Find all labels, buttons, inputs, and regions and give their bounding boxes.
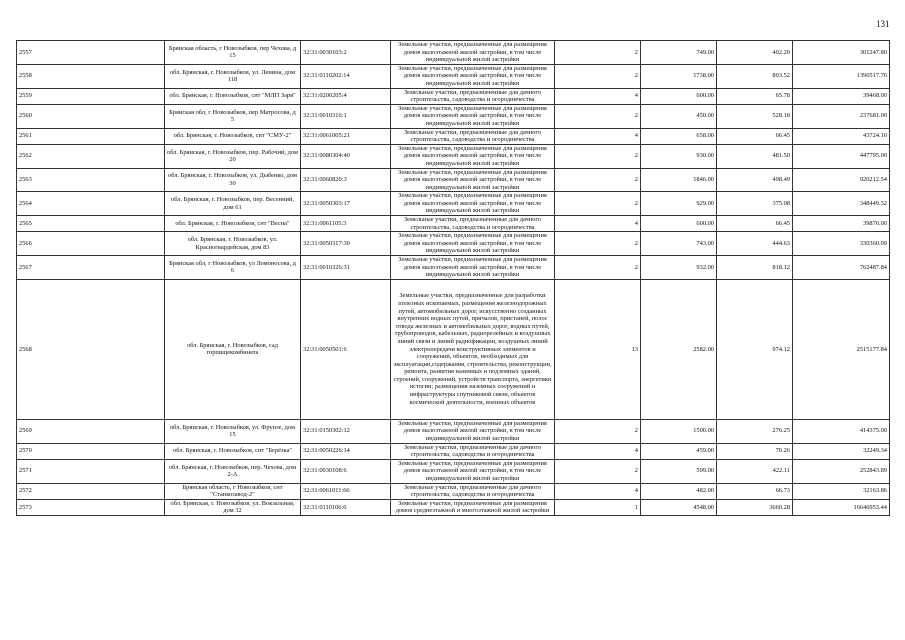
specific-value-cell: 276.25 xyxy=(717,419,793,443)
specific-value-cell: 818.12 xyxy=(717,256,793,280)
table-row xyxy=(17,232,890,256)
address-cell: обл. Брянская, г. Новозыбков, сад горпищекомбината xyxy=(165,279,301,419)
area-cell: 749.00 xyxy=(641,41,717,65)
land-use-cell: Земельные участки, предназначенные для размещения домов малоэтажной жилой застройки, в том числе индивидуальной жилой застройки xyxy=(391,459,555,483)
area-cell: 929.00 xyxy=(641,192,717,216)
cadastral-value-cell: 237681.00 xyxy=(793,104,890,128)
cadastral-value-cell: 920212.54 xyxy=(793,168,890,192)
cadastral-number-cell: 32:31:0030108:6 xyxy=(301,459,391,483)
table-row xyxy=(17,192,890,216)
address-cell: обл. Брянская, г. Новозыбков, снт "СМУ-2" xyxy=(165,128,301,144)
area-cell: 4548.00 xyxy=(641,499,717,515)
cadastral-number-cell: 32:31:0050226:14 xyxy=(301,443,391,459)
row-number: 2558 xyxy=(17,64,165,88)
category-cell: 2 xyxy=(555,144,641,168)
category-cell: 2 xyxy=(555,41,641,65)
land-use-cell: Земельные участки, предназначенные для размещения домов малоэтажной жилой застройки, в том числе индивидуальной жилой застройки xyxy=(391,144,555,168)
address-cell: обл. Брянская, г. Новозыбков, ул. Фрунзе, дом 15 xyxy=(165,419,301,443)
cadastral-number-cell: 32:31:0050303:17 xyxy=(301,192,391,216)
land-use-cell: Земельные участки, предназначенные для размещения домов малоэтажной жилой застройки, в том числе индивидуальной жилой застройки xyxy=(391,256,555,280)
specific-value-cell: 528.18 xyxy=(717,104,793,128)
table-row xyxy=(17,459,890,483)
address-cell: обл. Брянская, г. Новозыбков, снт "Берёзка" xyxy=(165,443,301,459)
category-cell: 1 xyxy=(555,499,641,515)
cadastral-value-cell: 39468.00 xyxy=(793,88,890,104)
area-cell: 450.00 xyxy=(641,104,717,128)
row-number: 2568 xyxy=(17,279,165,419)
category-cell: 4 xyxy=(555,443,641,459)
specific-value-cell: 70.26 xyxy=(717,443,793,459)
cadastral-value-cell: 39870.00 xyxy=(793,216,890,232)
land-use-cell: Земельные участки, предназначенные для размещения домов малоэтажной жилой застройки, в том числе индивидуальной жилой застройки xyxy=(391,419,555,443)
row-number: 2567 xyxy=(17,256,165,280)
row-number: 2572 xyxy=(17,483,165,499)
specific-value-cell: 422.11 xyxy=(717,459,793,483)
land-use-cell: Земельные участки, предназначенные для размещения домов малоэтажной жилой застройки, в том числе индивидуальной жилой застройки xyxy=(391,232,555,256)
land-use-cell: Земельные участки, предназначенные для дачного строительства, садоводства и огородничества xyxy=(391,216,555,232)
specific-value-cell: 66.45 xyxy=(717,128,793,144)
cadastral-number-cell: 32:31:0030103:2 xyxy=(301,41,391,65)
address-cell: обл. Брянская, г. Новозыбков, ул. Дыбенко, дом 30 xyxy=(165,168,301,192)
category-cell: 2 xyxy=(555,419,641,443)
address-cell: Брянская область, г Новозыбков, пер Чехова, д 15 xyxy=(165,41,301,65)
page-number: 131 xyxy=(876,19,890,29)
cadastral-value-cell: 32249.34 xyxy=(793,443,890,459)
cadastral-value-cell: 2515177.84 xyxy=(793,279,890,419)
cadastral-number-cell: 32:31:0050317:30 xyxy=(301,232,391,256)
address-cell: обл. Брянская, г. Новозыбков, пер. Чехова, дом 2-А xyxy=(165,459,301,483)
cadastral-value-cell: 43724.10 xyxy=(793,128,890,144)
row-number: 2559 xyxy=(17,88,165,104)
cadastral-value-cell: 348449.32 xyxy=(793,192,890,216)
cadastral-value-cell: 447795.00 xyxy=(793,144,890,168)
category-cell: 2 xyxy=(555,168,641,192)
row-number: 2560 xyxy=(17,104,165,128)
cadastral-number-cell: 32:31:0061011:66 xyxy=(301,483,391,499)
table-row xyxy=(17,88,890,104)
address-cell: обл. Брянская, г. Новозыбков, ул. Вокзальная, дом 32 xyxy=(165,499,301,515)
row-number: 2566 xyxy=(17,232,165,256)
table-row xyxy=(17,64,890,88)
specific-value-cell: 402.20 xyxy=(717,41,793,65)
address-cell: обл. Брянская, г. Новозыбков, снт "Весна" xyxy=(165,216,301,232)
category-cell: 2 xyxy=(555,104,641,128)
cadastral-value-cell: 330360.09 xyxy=(793,232,890,256)
row-number: 2563 xyxy=(17,168,165,192)
area-cell: 932.00 xyxy=(641,256,717,280)
specific-value-cell: 375.08 xyxy=(717,192,793,216)
category-cell: 4 xyxy=(555,88,641,104)
row-number: 2557 xyxy=(17,41,165,65)
row-number: 2565 xyxy=(17,216,165,232)
cadastral-value-cell: 252843.89 xyxy=(793,459,890,483)
cadastral-number-cell: 32:31:0010326:31 xyxy=(301,256,391,280)
area-cell: 600.00 xyxy=(641,88,717,104)
address-cell: Брянская область, г Новозыбков, снт "Станкозавод-2" xyxy=(165,483,301,499)
cadastral-number-cell: 32:31:0200205:4 xyxy=(301,88,391,104)
area-cell: 599.00 xyxy=(641,459,717,483)
row-number: 2573 xyxy=(17,499,165,515)
category-cell: 4 xyxy=(555,128,641,144)
area-cell: 1500.00 xyxy=(641,419,717,443)
row-number: 2570 xyxy=(17,443,165,459)
category-cell: 4 xyxy=(555,216,641,232)
table-row xyxy=(17,483,890,499)
address-cell: обл. Брянская, г. Новозыбков, ул. Ленина, дом 118 xyxy=(165,64,301,88)
cadastral-value-cell: 414375.00 xyxy=(793,419,890,443)
address-cell: обл. Брянская, г. Новозыбков, ул. Красногвардейская, дом 83 xyxy=(165,232,301,256)
cadastral-value-cell: 1396517.76 xyxy=(793,64,890,88)
cadastral-number-cell: 32:31:0150302:12 xyxy=(301,419,391,443)
cadastral-number-cell: 32:31:0050501:6 xyxy=(301,279,391,419)
category-cell: 4 xyxy=(555,483,641,499)
table-row xyxy=(17,256,890,280)
cadastral-number-cell: 32:31:0110106:6 xyxy=(301,499,391,515)
cadastral-value-cell: 301247.80 xyxy=(793,41,890,65)
specific-value-cell: 3660.28 xyxy=(717,499,793,515)
cadastral-number-cell: 32:31:0061105:3 xyxy=(301,216,391,232)
table-row xyxy=(17,499,890,515)
area-cell: 743.00 xyxy=(641,232,717,256)
land-use-cell: Земельные участки, предназначенные для разработки полезных ископаемых, размещения железнодорожных путей, автомобильных дорог, искусственно созданных внутренних водных путей, причалов, пристаней, полос отвода железных и автомобильных дорог, водных путей, трубопроводов, кабельных, радиорелейных и воздушных линий связи и линий радиофикации, воздушных линий электропередачи конструктивных элементов и сооружений, объектов, необходимых для эксплуатации,содержания, строительства, реконструкции, ремонта, развития наземных и подземных зданий, строений, сооружений, устройств транспорта, энергетики истогии; размещения наземных сооружений и инфраструктуры спутниковой связи, объектов космической деятельности, военных объектов xyxy=(391,279,555,419)
category-cell: 2 xyxy=(555,459,641,483)
area-cell: 1738.00 xyxy=(641,64,717,88)
land-use-cell: Земельные участки, предназначенные для размещения домов среднеэтажной и многоэтажной жилой застройки xyxy=(391,499,555,515)
area-cell: 600.00 xyxy=(641,216,717,232)
address-cell: обл. Брянская, г. Новозыбков, снт "МЛП Заря" xyxy=(165,88,301,104)
cadastral-value-cell: 32163.86 xyxy=(793,483,890,499)
cadastral-number-cell: 32:31:0110202:14 xyxy=(301,64,391,88)
cadastral-value-cell: 16646953.44 xyxy=(793,499,890,515)
address-cell: обл. Брянская, г. Новозыбков, пер. Весенний, дом 61 xyxy=(165,192,301,216)
land-use-cell: Земельные участки, предназначенные для дачного строительства, садоводства и огородничества xyxy=(391,443,555,459)
area-cell: 459.00 xyxy=(641,443,717,459)
specific-value-cell: 498.49 xyxy=(717,168,793,192)
row-number: 2571 xyxy=(17,459,165,483)
specific-value-cell: 65.78 xyxy=(717,88,793,104)
table-row xyxy=(17,128,890,144)
land-use-cell: Земельные участки, предназначенные для дачного строительства, садоводства и огородничества xyxy=(391,88,555,104)
table-row xyxy=(17,216,890,232)
specific-value-cell: 481.50 xyxy=(717,144,793,168)
table-row xyxy=(17,168,890,192)
land-use-cell: Земельные участки, предназначенные для размещения домов малоэтажной жилой застройки, в том числе индивидуальной жилой застройки xyxy=(391,41,555,65)
land-use-cell: Земельные участки, предназначенные для размещения домов малоэтажной жилой застройки, в том числе индивидуальной жилой застройки xyxy=(391,64,555,88)
cadastral-number-cell: 32:31:0080304:40 xyxy=(301,144,391,168)
table-row xyxy=(17,419,890,443)
land-use-cell: Земельные участки, предназначенные для дачного строительства, садоводства и огородничества xyxy=(391,128,555,144)
table-row xyxy=(17,41,890,65)
land-use-cell: Земельные участки, предназначенные для размещения домов малоэтажной жилой застройки, в том числе индивидуальной жилой застройки xyxy=(391,192,555,216)
category-cell: 2 xyxy=(555,232,641,256)
table-row xyxy=(17,443,890,459)
area-cell: 658.00 xyxy=(641,128,717,144)
row-number: 2562 xyxy=(17,144,165,168)
category-cell: 2 xyxy=(555,256,641,280)
land-use-cell: Земельные участки, предназначенные для дачного строительства, садоводства и огородничества xyxy=(391,483,555,499)
row-number: 2564 xyxy=(17,192,165,216)
address-cell: Брянская обл, г Новозыбков, пер Матросова, д 5 xyxy=(165,104,301,128)
land-use-cell: Земельные участки, предназначенные для размещения домов малоэтажной жилой застройки, в том числе индивидуальной жилой застройки xyxy=(391,104,555,128)
land-registry-table xyxy=(16,40,890,516)
table-row xyxy=(17,279,890,419)
table-row xyxy=(17,104,890,128)
specific-value-cell: 444.63 xyxy=(717,232,793,256)
area-cell: 2582.00 xyxy=(641,279,717,419)
row-number: 2569 xyxy=(17,419,165,443)
specific-value-cell: 803.52 xyxy=(717,64,793,88)
cadastral-number-cell: 32:31:0060820:3 xyxy=(301,168,391,192)
address-cell: обл. Брянская, г. Новозыбков, пер. Рабочий, дом 20 xyxy=(165,144,301,168)
area-cell: 482.00 xyxy=(641,483,717,499)
area-cell: 1846.00 xyxy=(641,168,717,192)
category-cell: 2 xyxy=(555,192,641,216)
cadastral-number-cell: 32:31:0061005:21 xyxy=(301,128,391,144)
cadastral-value-cell: 762487.84 xyxy=(793,256,890,280)
address-cell: Брянская обл, г Новозыбков, ул Ломоносова, д 6 xyxy=(165,256,301,280)
area-cell: 930.00 xyxy=(641,144,717,168)
specific-value-cell: 66.45 xyxy=(717,216,793,232)
row-number: 2561 xyxy=(17,128,165,144)
category-cell: 13 xyxy=(555,279,641,419)
specific-value-cell: 66.73 xyxy=(717,483,793,499)
table-row xyxy=(17,144,890,168)
cadastral-number-cell: 32:31:0010316:1 xyxy=(301,104,391,128)
specific-value-cell: 974.12 xyxy=(717,279,793,419)
land-use-cell: Земельные участки, предназначенные для размещения домов малоэтажной жилой застройки, в том числе индивидуальной жилой застройки xyxy=(391,168,555,192)
category-cell: 2 xyxy=(555,64,641,88)
